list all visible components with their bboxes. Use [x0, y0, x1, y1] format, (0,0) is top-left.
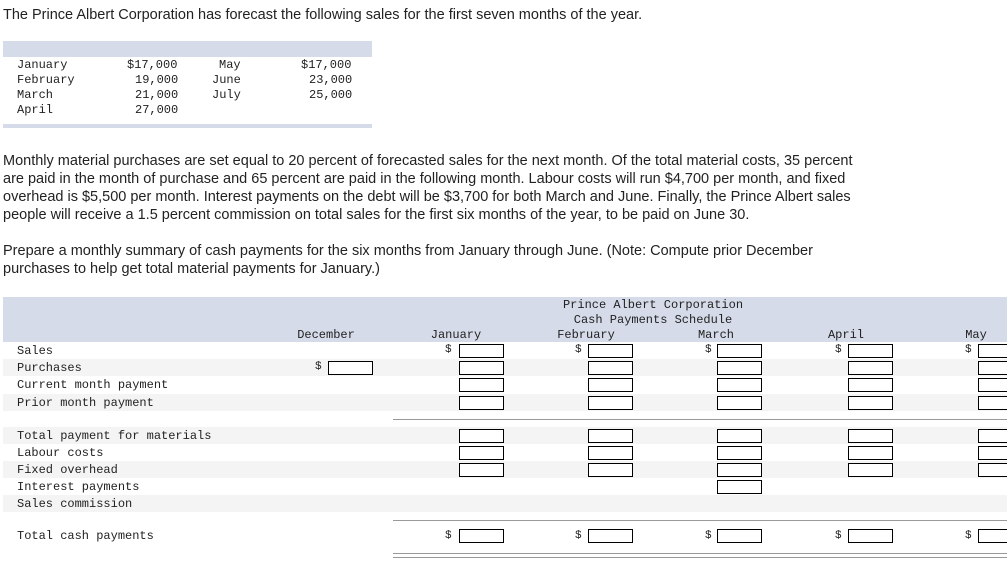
- intro-text: The Prince Albert Corporation has forecast the following sales for the first seven months of the year.: [3, 7, 643, 23]
- paragraph-line: overhead is $5,500 per month. Interest payments on the debt will be $3,700 for both March and June. Finally, the Prince Albert sales: [3, 189, 851, 205]
- march-prior-payment-input[interactable]: [717, 396, 762, 410]
- forecast-month: June: [212, 73, 241, 87]
- column-header-may: May: [965, 328, 987, 342]
- currency-symbol: $: [575, 530, 582, 542]
- forecast-month: May: [219, 58, 241, 72]
- february-prior-payment-input[interactable]: [588, 396, 633, 410]
- forecast-month: January: [17, 58, 68, 72]
- cash-payments-schedule: [3, 297, 1007, 562]
- currency-symbol: $: [705, 530, 712, 542]
- schedule-subtitle: Cash Payments Schedule: [573, 313, 733, 327]
- may-purchases-input[interactable]: [978, 361, 1007, 375]
- paragraph-line: Prepare a monthly summary of cash payments for the six months from January through June. (Note: Compute prior December: [3, 243, 813, 259]
- currency-symbol: $: [965, 344, 972, 356]
- may-sales-input[interactable]: [978, 344, 1007, 358]
- column-header-april: April: [827, 328, 864, 342]
- row-interest-payments: [3, 478, 1007, 495]
- row-label: Interest payments: [17, 480, 140, 494]
- currency-symbol: $: [445, 344, 452, 356]
- column-header-january: January: [430, 328, 482, 342]
- april-purchases-input[interactable]: [848, 361, 893, 375]
- sales-forecast-table: [3, 41, 372, 128]
- may-total-materials-input[interactable]: [978, 429, 1007, 443]
- january-labour-input[interactable]: [459, 446, 504, 460]
- row-label: Purchases: [17, 361, 82, 375]
- march-total-materials-input[interactable]: [717, 429, 762, 443]
- january-overhead-input[interactable]: [459, 463, 504, 477]
- march-interest-input[interactable]: [717, 480, 762, 494]
- row-label: Sales commission: [17, 497, 133, 511]
- february-purchases-input[interactable]: [588, 361, 633, 375]
- january-sales-input[interactable]: [459, 344, 504, 358]
- january-total-cash-input[interactable]: [459, 529, 504, 543]
- task-paragraph: [3, 242, 813, 278]
- row-label: Total cash payments: [17, 529, 154, 543]
- may-prior-payment-input[interactable]: [978, 396, 1007, 410]
- february-overhead-input[interactable]: [588, 463, 633, 477]
- april-total-cash-input[interactable]: [848, 529, 893, 543]
- december-purchases-input[interactable]: [328, 361, 373, 375]
- forecast-month: April: [17, 103, 54, 117]
- paragraph-line: purchases to help get total material payments for January.): [3, 261, 380, 277]
- february-current-payment-input[interactable]: [588, 378, 633, 392]
- may-overhead-input[interactable]: [978, 463, 1007, 477]
- march-purchases-input[interactable]: [717, 361, 762, 375]
- paragraph-line: people will receive a 1.5 percent commission on total sales for the first six months of the year, to be paid on June 30.: [3, 207, 750, 223]
- april-total-materials-input[interactable]: [848, 429, 893, 443]
- currency-symbol: $: [315, 361, 322, 373]
- currency-symbol: $: [965, 530, 972, 542]
- may-current-payment-input[interactable]: [978, 378, 1007, 392]
- schedule-title: Prince Albert Corporation: [562, 298, 744, 312]
- march-total-cash-input[interactable]: [717, 529, 762, 543]
- march-overhead-input[interactable]: [717, 463, 762, 477]
- april-prior-payment-input[interactable]: [848, 396, 893, 410]
- forecast-month: March: [17, 88, 54, 102]
- april-labour-input[interactable]: [848, 446, 893, 460]
- forecast-amount: 19,000: [135, 73, 179, 87]
- currency-symbol: $: [705, 344, 712, 356]
- currency-symbol: $: [575, 344, 582, 356]
- row-label: Fixed overhead: [17, 463, 118, 477]
- january-total-materials-input[interactable]: [459, 429, 504, 443]
- column-header-december: December: [297, 328, 355, 342]
- may-total-cash-input[interactable]: [978, 529, 1007, 543]
- forecast-amount: $17,000: [127, 58, 178, 72]
- forecast-amount: $17,000: [301, 58, 352, 72]
- currency-symbol: $: [445, 530, 452, 542]
- february-total-cash-input[interactable]: [588, 529, 633, 543]
- february-total-materials-input[interactable]: [588, 429, 633, 443]
- january-purchases-input[interactable]: [459, 361, 504, 375]
- column-header-february: February: [557, 328, 615, 342]
- april-overhead-input[interactable]: [848, 463, 893, 477]
- march-labour-input[interactable]: [717, 446, 762, 460]
- april-current-payment-input[interactable]: [848, 378, 893, 392]
- row-label: Total payment for materials: [17, 429, 212, 443]
- paragraph-line: Monthly material purchases are set equal to 20 percent of forecasted sales for the next month. Of the total material costs, 35 percent: [3, 153, 853, 169]
- forecast-amount: 25,000: [309, 88, 353, 102]
- instructions-paragraph: [3, 152, 853, 224]
- forecast-amount: 27,000: [135, 103, 179, 117]
- january-prior-payment-input[interactable]: [459, 396, 504, 410]
- april-sales-input[interactable]: [848, 344, 893, 358]
- may-labour-input[interactable]: [978, 446, 1007, 460]
- row-label: Prior month payment: [17, 396, 154, 410]
- forecast-amount: 23,000: [309, 73, 353, 87]
- row-label: Current month payment: [17, 378, 169, 392]
- march-sales-input[interactable]: [717, 344, 762, 358]
- row-sales-commission: [3, 495, 1007, 512]
- forecast-month: February: [17, 73, 75, 87]
- column-header-march: March: [697, 328, 734, 342]
- february-sales-input[interactable]: [588, 344, 633, 358]
- currency-symbol: $: [835, 344, 842, 356]
- forecast-month: July: [212, 88, 241, 102]
- currency-symbol: $: [835, 530, 842, 542]
- march-current-payment-input[interactable]: [717, 378, 762, 392]
- row-label: Labour costs: [17, 446, 104, 460]
- row-label: Sales: [17, 344, 54, 358]
- january-current-payment-input[interactable]: [459, 378, 504, 392]
- paragraph-line: are paid in the month of purchase and 65 percent are paid in the following month. Labour costs will run $4,700 per month, and fixed: [3, 171, 846, 187]
- forecast-amount: 21,000: [135, 88, 179, 102]
- february-labour-input[interactable]: [588, 446, 633, 460]
